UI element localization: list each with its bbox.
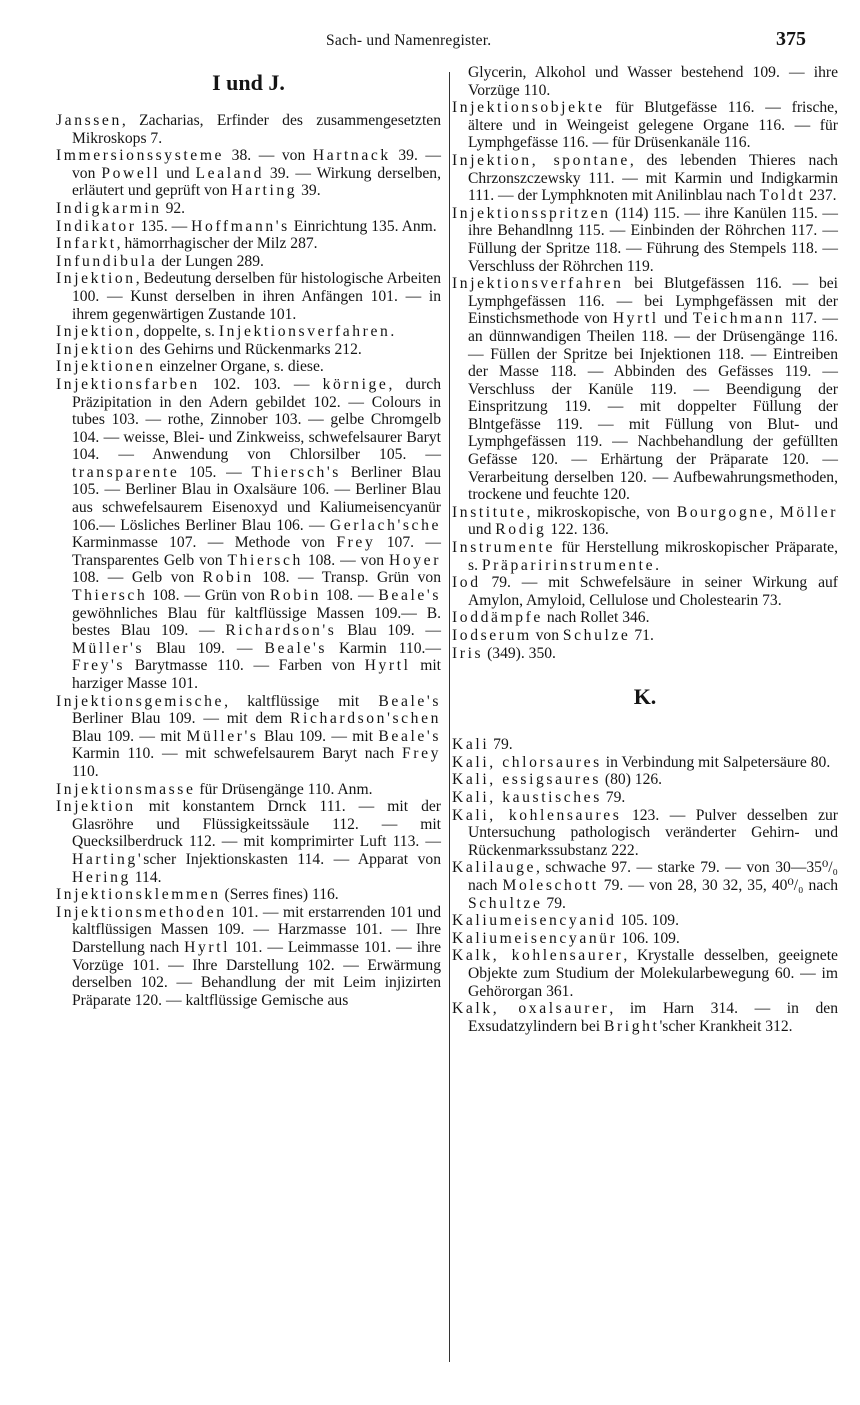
index-entry	[56, 693, 441, 781]
index-entry	[452, 807, 838, 860]
entry-text: (80) 126.	[601, 771, 663, 789]
entry-text: und	[160, 164, 196, 182]
index-entry	[56, 323, 441, 341]
entry-text: , Bedeutung derselben für histologische Arbeiten 100. — Kunst derselben in ihren Anfängen 101. — in ihrem gegenwärtigen Zustande 101.	[72, 270, 441, 323]
entry-headword: Kalk, oxalsaurer	[452, 1000, 610, 1018]
entry-name: Toldt	[759, 187, 806, 205]
column-divider	[449, 72, 450, 1362]
entry-name: Hoyer	[389, 551, 441, 569]
entry-name: Bourgogne	[676, 503, 770, 521]
entry-text: Blau 109. —	[144, 639, 265, 657]
entry-text: , kaltflüssige mit	[224, 692, 379, 710]
entry-text: 107. — Transparentes Gelb von	[72, 534, 441, 569]
index-entry	[56, 270, 441, 323]
index-entry	[452, 99, 838, 152]
entry-text: 108. —	[321, 587, 379, 605]
index-entry	[452, 504, 838, 539]
entry-text: Barytmasse 110. — Farben von	[125, 657, 365, 675]
index-entry	[452, 1000, 838, 1035]
entry-headword: Injektionsspritzen	[452, 204, 611, 222]
entry-name: Powell	[101, 164, 161, 182]
index-entries-i-continued	[452, 99, 838, 662]
entry-text: 101. — mit erstarrenden 101 und kaltflüssigen Massen 109. — Harzmasse 101. — Ihre Darstellung nach	[72, 903, 441, 956]
entry-name: Hoffmann's	[191, 217, 290, 235]
entry-text: des Gehirns und Rückenmarks 212.	[135, 340, 362, 358]
entry-name: Hyrtl	[364, 657, 411, 675]
entry-text: (114) 115. — ihre Kanülen 115. — ihre Behandlnng 115. — Einbinden der Röhrchen 117. — Füllung der Spritze 118. — Führung des Stempels 118. — Verschluss der Röhrchen 119.	[468, 204, 838, 275]
entry-headword: Immersionssysteme	[56, 147, 225, 165]
entry-text: 79. — mit Schwefelsäure in seiner Wirkung auf Amylon, Amyloid, Cellulose und Cholestearin 73.	[468, 574, 838, 609]
index-entry	[452, 574, 838, 609]
index-entry	[56, 235, 441, 253]
entry-text: 106. 109.	[617, 929, 680, 947]
entry-text: 108. — Transp. Grün von	[253, 569, 441, 587]
entry-text: (349). 350.	[483, 644, 556, 662]
entry-text: 39. — von	[72, 147, 441, 182]
entry-headword: Injektionsmethoden	[56, 903, 227, 921]
entry-headword: Injektionsklemmen	[56, 886, 221, 904]
entry-text: Blau 109. —	[336, 622, 441, 640]
entry-name: Richardson'schen	[290, 710, 441, 728]
entry-headword: Injektion	[56, 340, 136, 358]
entry-name: Richardson's	[225, 622, 337, 640]
entry-name: Moleschott	[502, 876, 599, 894]
entry-text: 108. — Grün von	[147, 587, 270, 605]
index-entry	[56, 358, 441, 376]
index-entry	[56, 200, 441, 218]
page-number: 375	[776, 28, 806, 50]
entry-headword: Infarkt	[56, 235, 117, 253]
entry-text: Karmin 110.—	[327, 639, 441, 657]
entry-name: Schultze	[468, 894, 543, 912]
entry-headword: Kaliumeisencyanür	[452, 929, 618, 947]
entry-text: , doppelte, s.	[135, 323, 219, 341]
index-entry	[452, 152, 838, 205]
entry-name: Schulze	[562, 627, 631, 644]
entry-name: Präparirinstrumente	[481, 556, 656, 574]
entry-text: 101. — Leimmasse 101. — ihre Vorzüge 101. — Ihre Darstellung 102. — Erwärmung derselben 102. — Behandlung der mit Leim injizirten Präparate 120. — kaltflüssige Gemische aus	[72, 938, 441, 1009]
entry-text: Blau 109. — mit	[72, 727, 187, 745]
index-entry	[452, 736, 838, 754]
entry-name: Hartnack	[312, 147, 391, 165]
entry-name: Harting	[231, 182, 298, 200]
index-entry	[452, 609, 838, 627]
entry-text: 123. — Pulver desselben zur Untersuchung pathologisch veränderter Gehirn- und Rückenmarkssubstanz 222.	[468, 806, 839, 859]
entry-headword: Iod	[452, 574, 481, 592]
entry-text: in Verbindung mit Salpetersäure 80.	[601, 753, 831, 771]
entry-name: Möller	[779, 503, 839, 521]
index-entry	[452, 947, 838, 1000]
entry-name: Injektionsverfahren	[218, 323, 391, 341]
entry-headword: Kali, kaustisches	[452, 788, 602, 806]
index-entry	[56, 886, 441, 904]
entry-text: mit konstantem Drnck 111. — mit der Glasröhre und Flüssigkeitssäule 112. — mit Quecksilberdruck 112. — mit komprimirter Luft 113. —	[72, 798, 441, 851]
entry-name: Frey	[336, 534, 376, 552]
entry-text: für Herstellung mikroskopischer Präparate, s.	[468, 539, 838, 574]
entry-text: 92.	[161, 199, 186, 217]
entry-headword: Ioddämpfe	[452, 609, 543, 627]
entry-headword: Indigkarmin	[56, 199, 162, 217]
entry-name: Gerlach'sche	[329, 516, 441, 534]
entry-text: nach Rollet 346.	[542, 609, 650, 627]
entry-text: Karminmasse 107. — Methode von	[72, 534, 337, 552]
index-entry	[452, 771, 838, 789]
index-entry	[56, 798, 441, 886]
entry-headword: Injektionen	[56, 358, 156, 376]
entry-text: 117. — an dünnwandigen Theilen 118. — der Drüsengänge 116. — Füllen der Spritze bei Injektionen 118. — Eintreiben der Masse 118. — Abbinden des Gefässes 119. — Verschluss der Kanüle 119. — Beendigung der Einspritzung 119. — mit doppelter Füllung der Blntgefässe 119. — mit Füllung von Blut- und Lymphgefässen 119. — Nachbehandlung der gefüllten Gefässe 120. — Erhärtung der Präparate 120. — Verarbeitung derselben 120. — Aufbewahrungsmethoden, trockene und feuchte 120.	[468, 310, 838, 504]
index-entries-i-j	[56, 112, 441, 1009]
page-header	[0, 28, 860, 54]
entry-text: 71.	[630, 627, 654, 644]
entry-name: Thiersch's	[251, 463, 341, 481]
entry-text: 79.	[601, 788, 626, 806]
running-title: Sach- und Namenregister.	[326, 32, 492, 49]
entry-text: .	[655, 556, 660, 574]
entry-text: mit harziger Masse 101.	[72, 657, 441, 692]
entry-text: 108. — Gelb von	[72, 569, 203, 587]
index-entry	[452, 645, 838, 663]
entry-text: 102. 103. —	[199, 375, 323, 393]
index-entry	[56, 904, 441, 1010]
entry-headword: Iris	[452, 644, 484, 662]
entry-text: .	[390, 323, 395, 341]
entry-text: für Blutgefässe 116. — frische, ältere und in Weingeist gelegene Organe 116. — für Lymphgefässe 116. — für Drüsenkanäle 116.	[468, 99, 838, 152]
index-entry	[56, 218, 441, 236]
entry-text: der Lungen 289.	[157, 252, 264, 270]
entry-text: und	[468, 521, 496, 539]
entry-headword: Indikator	[56, 217, 137, 235]
entry-headword: Injektion	[56, 798, 136, 816]
entry-text: , Krystalle desselben, geeignete Objekte zum Studium der Molekularbewegung 60. — im Gehörorgan 361.	[468, 947, 838, 1000]
entry-text: (Serres fines) 116.	[220, 886, 339, 904]
entry-text: 114.	[130, 868, 162, 886]
entry-headword: Institute	[452, 503, 527, 521]
index-entry	[452, 275, 838, 504]
entry-text: , des lebenden Thieres nach Chrzonszczewsky 111. — mit Karmin und Indigkarmin 111. — der Lymphknoten mit Anilinblau nach	[468, 151, 838, 205]
entry-name: Beale's	[378, 692, 441, 710]
index-entry	[452, 789, 838, 807]
entry-text: , im Harn 314. — in den Exsudatzylindern bei	[468, 1000, 839, 1035]
entry-name: Müller's	[72, 639, 145, 657]
entry-name: Frey's	[72, 657, 126, 675]
index-entry	[452, 930, 838, 948]
entry-name: transparente	[72, 463, 180, 481]
entry-text: für Drüsengänge 110. Anm.	[195, 780, 373, 798]
entry-name: Harting'	[72, 850, 144, 868]
entry-headword: Kali, kohlensaures	[452, 806, 622, 824]
entry-text: 79. — von 28, 30 32, 35, 40⁰/₀ nach	[598, 876, 838, 894]
entry-text: , hämorrhagischer der Milz 287.	[116, 235, 318, 253]
right-column	[452, 64, 838, 1035]
entry-headword: Injektion	[56, 270, 136, 288]
entry-text: 105. 109.	[616, 912, 679, 930]
entry-name: Teichmann	[692, 310, 786, 328]
entry-name: Beale's	[264, 639, 328, 657]
entry-headword: Kalk, kohlensaurer	[452, 947, 624, 965]
entry-text: scher Injektionskasten 114. — Apparat von	[143, 850, 441, 868]
entry-text: einzelner Organe, s. diese.	[155, 358, 324, 376]
entry-text: und	[658, 310, 693, 328]
entry-text: 79.	[489, 736, 513, 754]
entry-headword: Iodserum	[452, 627, 532, 644]
entry-text: 110.	[72, 762, 99, 780]
index-entry	[452, 627, 838, 645]
entry-text: , durch Präzipitation in den Adern gebildet 102. — Colours in tubes 103. — rothe, Zinnober 103. — gelbe Chromgelb 104. — weisse, Blei- und Zinkweiss, schwefelsaurer Baryt 104. — Anwendung von Chlorsilber 105. —	[72, 375, 441, 464]
entry-name: Müller's	[186, 727, 259, 745]
entry-name: Robin	[269, 587, 322, 605]
index-entry	[56, 253, 441, 271]
entry-headword: Kaliumeisencyanid	[452, 912, 617, 930]
entry-headword: Infundibula	[56, 252, 158, 270]
entry-headword: Injektion	[56, 323, 136, 341]
entry-headword: Kali	[452, 736, 490, 754]
section-heading-k: K.	[633, 684, 657, 710]
entry-headword: Injektion, spontane	[452, 151, 630, 169]
entry-text: Blau 109. — mit	[258, 727, 379, 745]
continued-entry: Glycerin, Alkohol und Wasser bestehend 109. — ihre Vorzüge 110.	[468, 64, 838, 99]
entry-text: Berliner Blau 105. — Berliner Blau in Oxalsäure 106. — Berliner Blau aus schwefelsaurem Eisenoxyd und Kaliumeisencyanür 106.— Lösliches Berliner Blau 106. —	[72, 463, 442, 534]
index-entry	[56, 376, 441, 693]
entry-text: 105. —	[179, 463, 252, 481]
entry-text: 79.	[542, 894, 566, 912]
index-entries-k	[452, 736, 838, 1035]
entry-name: Thiersch	[72, 587, 148, 605]
entry-name: Bright	[603, 1017, 660, 1035]
entry-name: Frey	[402, 745, 441, 763]
entry-text: bei Blutgefässen 116. — bei Lymphgefässen 116. — bei Lymphgefässen mit der Einstichsmethode von	[468, 275, 838, 328]
entry-text: 'scher Krankheit 312.	[659, 1017, 793, 1035]
entry-text: 135. —	[136, 217, 192, 235]
entry-name: körnige	[322, 375, 389, 393]
index-entry	[452, 205, 838, 275]
index-entry	[452, 912, 838, 930]
entry-name: Hyrtl	[184, 938, 231, 956]
entry-headword: Kali, chlorsaures	[452, 753, 602, 771]
entry-headword: Injektionsfarben	[56, 375, 200, 393]
entry-headword: Injektionsverfahren	[452, 275, 624, 293]
entry-headword: Injektionsgemische	[56, 692, 225, 710]
entry-text: von	[531, 627, 563, 644]
index-entry	[452, 859, 838, 912]
entry-name: Beale's	[378, 587, 441, 605]
section-heading-i-und-j: I und J.	[212, 70, 285, 95]
entry-text: , schwache 97. — starke 79. — von 30—35⁰/₀ nach	[468, 859, 838, 894]
index-entry	[56, 112, 441, 147]
entry-name: Lealand	[195, 164, 264, 182]
entry-text: ,	[769, 503, 780, 521]
entry-headword: Kalilauge	[452, 859, 537, 877]
index-entry	[56, 341, 441, 359]
entry-text: 237.	[805, 187, 837, 205]
entry-text: 39.	[297, 182, 321, 200]
entry-text: 38. — von	[224, 147, 313, 165]
entry-headword: Janssen	[56, 112, 122, 129]
index-entry	[452, 539, 838, 574]
entry-headword: Instrumente	[452, 539, 556, 557]
entry-headword: Kali, essigsaures	[452, 771, 602, 789]
index-entry	[56, 781, 441, 799]
entry-text: Karmin 110. — mit schwefelsaurem Baryt nach	[72, 745, 403, 763]
index-entry	[56, 147, 441, 200]
entry-text: , mikroskopische, von	[526, 503, 677, 521]
entry-text: 108. — von	[302, 551, 390, 569]
entry-text: 39. — Wirkung derselben, erläutert und geprüft von	[72, 164, 441, 200]
entry-text: , Zacharias, Erfinder des zusammengesetzten Mikroskops 7.	[72, 112, 441, 147]
entry-text: Berliner Blau 109. — mit dem	[72, 710, 291, 728]
index-entry	[452, 754, 838, 772]
entry-text: 122. 136.	[546, 521, 609, 539]
entry-headword: Injektionsobjekte	[452, 99, 605, 117]
left-column	[56, 64, 441, 1009]
entry-name: Hering	[72, 868, 131, 886]
entry-name: Beale's	[378, 727, 441, 745]
entry-text: gewöhnliches Blau für kaltflüssige Massen 109.— B. bestes Blau 109. —	[72, 604, 441, 640]
entry-headword: Injektionsmasse	[56, 780, 196, 798]
entry-name: Hyrtl	[612, 310, 659, 328]
entry-name: Robin	[202, 569, 254, 587]
entry-text: Einrichtung 135. Anm.	[289, 217, 437, 235]
entry-name: Thiersch	[227, 551, 303, 569]
entry-name: Rodig	[495, 521, 547, 539]
